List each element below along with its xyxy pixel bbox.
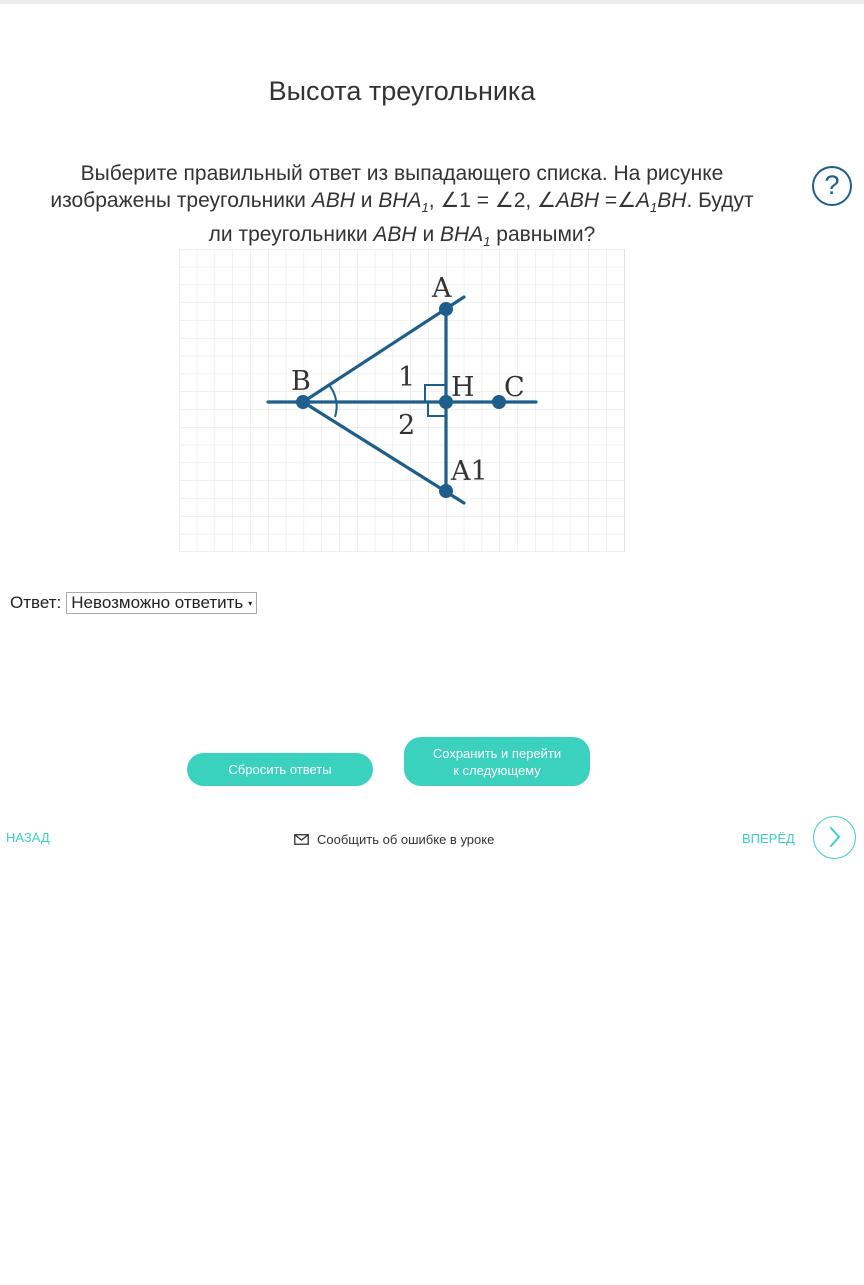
label-angle-1: 1 [398,362,416,393]
back-link[interactable]: НАЗАД [6,830,50,845]
report-error-label: Сообщить об ошибке в уроке [317,832,495,847]
help-button[interactable] [812,166,852,206]
answer-dropdown[interactable] [66,592,257,614]
chevron-right-icon [814,817,854,857]
label-a: A [432,273,452,304]
envelope-icon [294,834,309,845]
question-line-2: изображены треугольники ABH и $BHA_1$, ∠1 = ∠2, ∠ABH $=\angle A_1BH$. Будут [50,189,754,216]
save-and-next-button[interactable] [404,737,590,786]
forward-button[interactable] [813,816,856,859]
save-button-label-line-2: к следующему [453,762,541,778]
reset-button-label: Сбросить ответы [228,762,332,777]
label-angle-2: 2 [398,410,416,441]
report-error-link[interactable] [294,832,494,847]
question-line-3: ли треугольники ABH и $BHA_1$ равными? [208,223,596,250]
page-title: Высота треугольника [268,76,536,106]
question-circle-icon: ? [824,170,840,200]
save-button-label-line-1: Сохранить и перейти [432,745,562,761]
point-b [296,395,310,409]
question-line-1: Выберите правильный ответ из выпадающего списка. На рисунке [80,162,724,185]
dropdown-caret-icon: ▾ [248,598,253,608]
point-a [439,302,453,316]
answer-row [10,592,257,614]
answer-label: Ответ: [10,593,62,612]
label-a1: A1 [451,456,488,487]
top-divider [0,0,864,4]
label-h: H [451,372,475,403]
label-b: B [291,366,311,397]
triangle-figure [179,249,625,552]
forward-link[interactable]: ВПЕРЁД [742,831,795,846]
reset-answers-button[interactable] [187,753,373,786]
answer-selected-value: Невозможно ответить [71,593,244,612]
label-c: C [504,372,525,403]
question-text [14,160,790,255]
